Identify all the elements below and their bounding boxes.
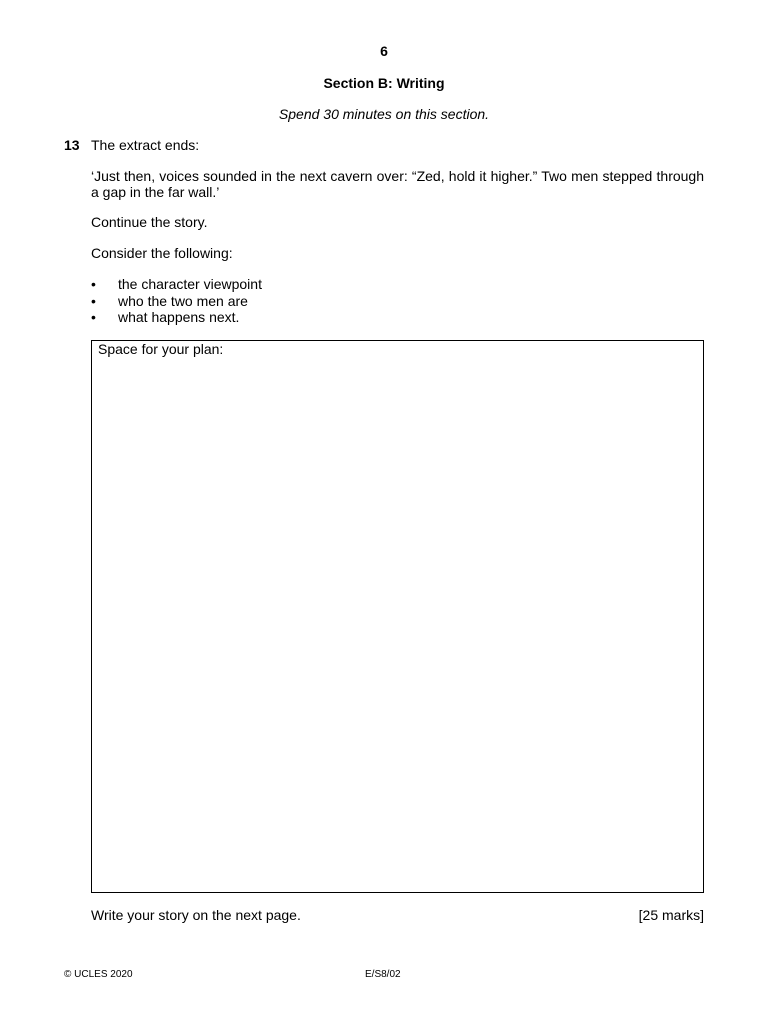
bullet-text: the character viewpoint xyxy=(118,276,262,292)
next-page-note: Write your story on the next page. xyxy=(91,907,301,923)
bullet-icon: • xyxy=(91,276,96,292)
bullet-text: what happens next. xyxy=(118,309,240,325)
consider-label: Consider the following: xyxy=(91,245,233,261)
marks-label: [25 marks] xyxy=(638,907,704,923)
page-number: 6 xyxy=(380,43,388,59)
paper-code: E/S8/02 xyxy=(365,969,401,980)
bullet-list xyxy=(91,276,262,326)
copyright: © UCLES 2020 xyxy=(64,969,133,980)
bullet-text: who the two men are xyxy=(118,292,248,309)
question-number: 13 xyxy=(64,137,80,153)
bullet-icon: • xyxy=(91,309,96,325)
bullet-icon: • xyxy=(91,292,96,309)
bullet-item xyxy=(91,293,262,310)
plan-label: Space for your plan: xyxy=(98,341,224,357)
section-instruction: Spend 30 minutes on this section. xyxy=(278,106,490,122)
question-intro: The extract ends: xyxy=(91,137,200,153)
section-title: Section B: Writing xyxy=(323,75,445,91)
bullet-item xyxy=(91,276,262,293)
task-text: Continue the story. xyxy=(91,214,208,230)
bullet-item xyxy=(91,309,262,326)
plan-box[interactable] xyxy=(91,340,704,893)
extract-quote: ‘Just then, voices sounded in the next cavern over: “Zed, hold it higher.” Two men stepped through a gap in the far wall.’ xyxy=(91,168,704,200)
